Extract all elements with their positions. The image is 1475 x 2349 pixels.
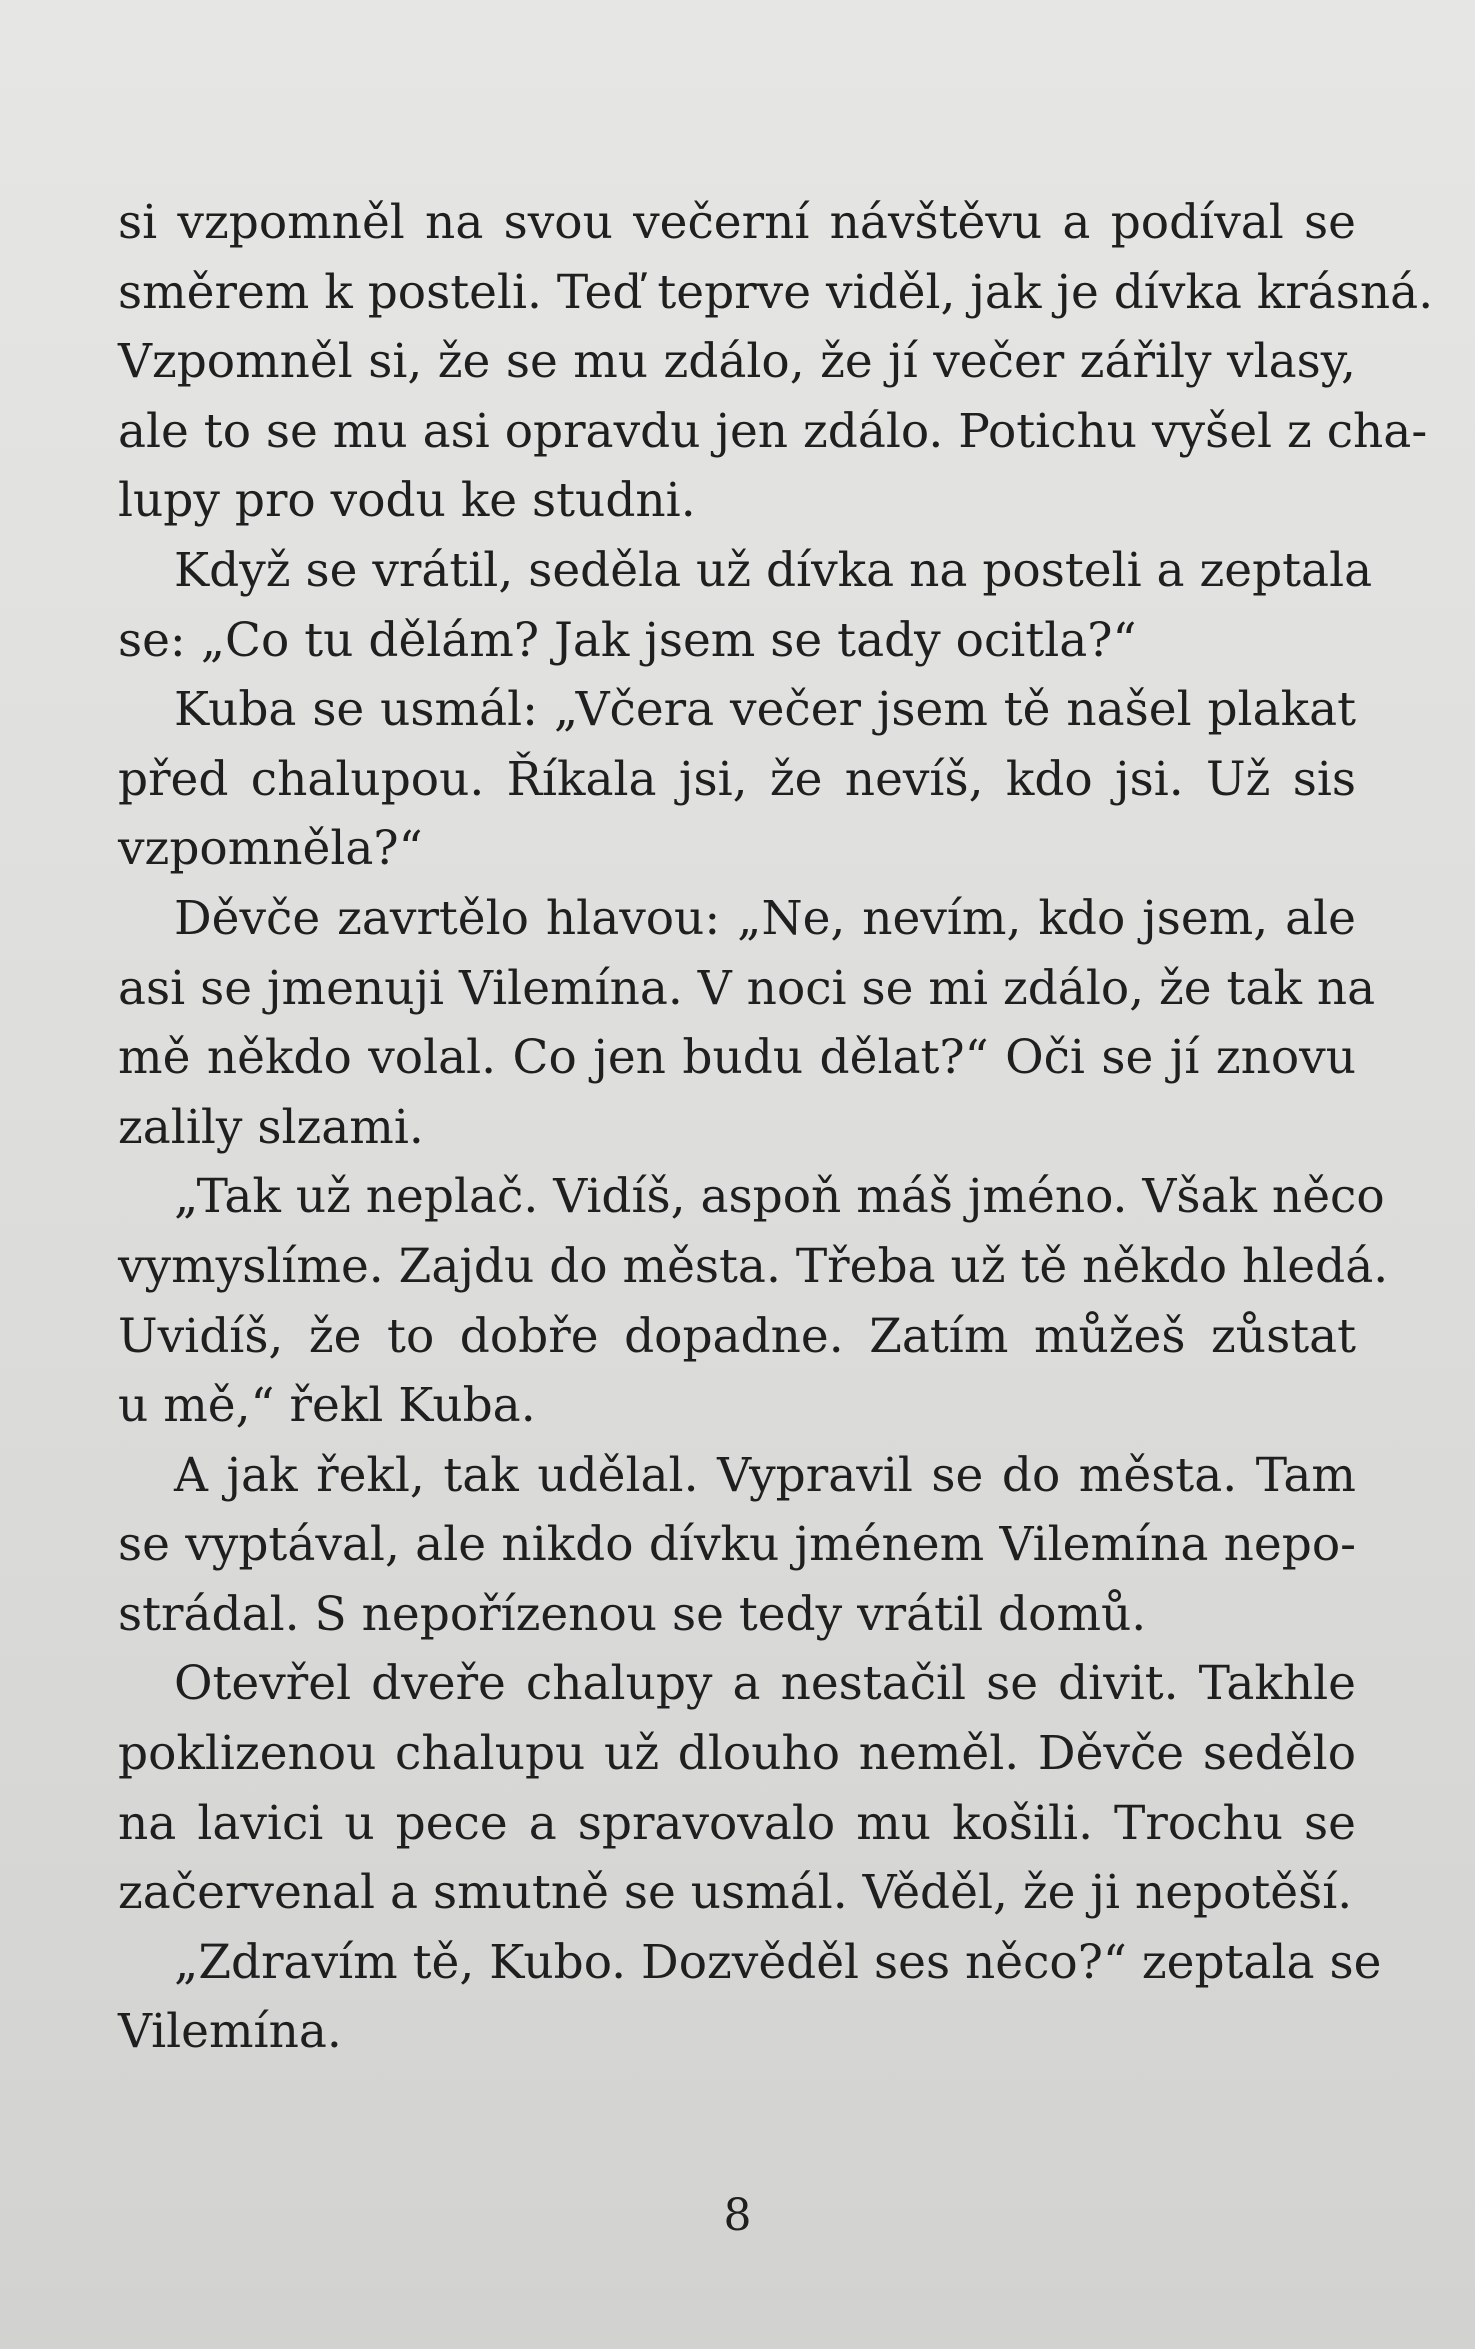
text-line: asi se jmenuji Vilemína. V noci se mi zdálo, že tak na [118, 960, 1376, 1016]
text-line: lupy pro vodu ke studni. [118, 473, 696, 529]
text-line: Uvidíš, že to dobře dopadne. Zatím můžeš zůstat [118, 1308, 1356, 1364]
text-line: Když se vrátil, seděla už dívka na posteli a zeptala [174, 542, 1373, 598]
text-line: u mě,“ řekl Kuba. [118, 1378, 536, 1434]
text-line: strádal. S nepořízenou se tedy vrátil domů. [118, 1586, 1147, 1642]
text-line: se: „Co tu dělám? Jak jsem se tady ocitla?“ [118, 612, 1137, 668]
text-line: mě někdo volal. Co jen budu dělat?“ Oči se jí znovu [118, 1030, 1356, 1086]
text-line: před chalupou. Říkala jsi, že nevíš, kdo jsi. Už sis [118, 751, 1356, 807]
text-line: na lavici u pece a spravovalo mu košili. Trochu se [118, 1795, 1356, 1851]
text-line: vymyslíme. Zajdu do města. Třeba už tě někdo hledá. [118, 1238, 1389, 1294]
text-line: vzpomněla?“ [118, 821, 423, 877]
page-number: 8 [723, 2190, 752, 2241]
text-line: „Tak už neplač. Vidíš, aspoň máš jméno. Však něco [174, 1169, 1385, 1225]
text-line: zalily slzami. [118, 1099, 424, 1155]
text-line: Vzpomněl si, že se mu zdálo, že jí večer zářily vlasy, [118, 334, 1356, 390]
text-line: Kuba se usmál: „Včera večer jsem tě našel plakat [174, 682, 1356, 738]
text-line: ale to se mu asi opravdu jen zdálo. Potichu vyšel z cha- [118, 403, 1428, 459]
text-line: směrem k posteli. Teď teprve viděl, jak je dívka krásná. [118, 264, 1434, 320]
text-line: Otevřel dveře chalupy a nestačil se divit. Takhle [174, 1656, 1356, 1712]
text-line: „Zdravím tě, Kubo. Dozvěděl ses něco?“ zeptala se [174, 1934, 1382, 1990]
text-line: začervenal a smutně se usmál. Věděl, že ji nepotěší. [118, 1865, 1353, 1921]
text-line: Vilemína. [118, 2004, 342, 2060]
body-text [118, 188, 1434, 2067]
text-line: se vyptával, ale nikdo dívku jménem Vilemína nepo- [118, 1517, 1356, 1573]
text-line: Děvče zavrtělo hlavou: „Ne, nevím, kdo jsem, ale [174, 890, 1356, 946]
text-line: A jak řekl, tak udělal. Vypravil se do města. Tam [174, 1447, 1356, 1503]
text-line: si vzpomněl na svou večerní návštěvu a podíval se [118, 195, 1356, 250]
text-line: poklizenou chalupu už dlouho neměl. Děvče sedělo [118, 1726, 1356, 1782]
